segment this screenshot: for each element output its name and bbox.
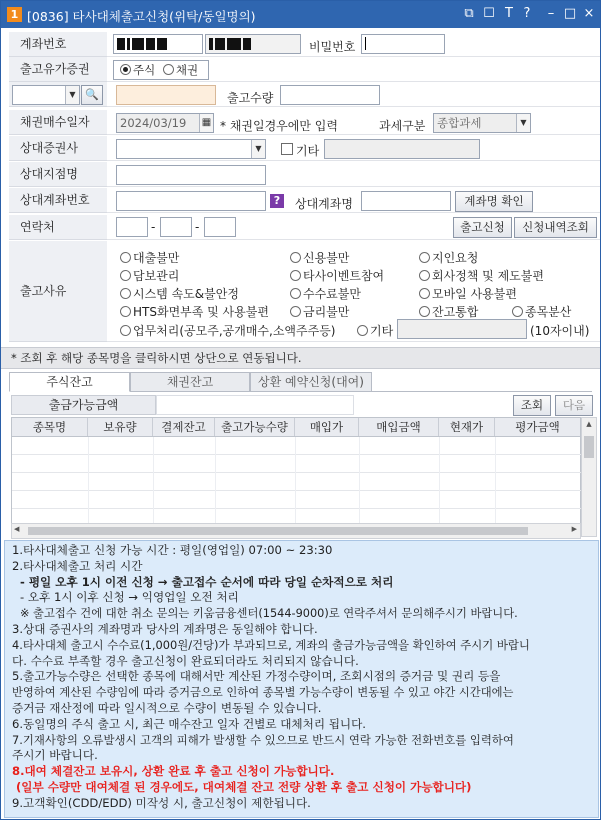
info-line: 3.상대 증권사의 계좌명과 당사의 계좌명은 동일해야 합니다. [12, 621, 318, 636]
reason-interest[interactable]: 금리불만 [290, 303, 349, 320]
security-type-radio-group [113, 60, 209, 80]
masked-account-part1 [117, 38, 169, 52]
account-name-display [205, 34, 301, 54]
reason-other-input[interactable] [397, 319, 527, 339]
info-line: 다. 수수료 부족할 경우 출고신청이 완료되더라도 처리되지 않습니다. [12, 653, 359, 668]
info-line: 7.기재사항의 오류발생시 고객의 피해가 발생할 수 있으므로 반드시 연락 가능한 전화번호를 입력하여 [12, 732, 514, 747]
col-transferable-qty[interactable]: 출고가능수량 [215, 418, 295, 436]
counter-branch-label: 상대지점명 [9, 162, 107, 187]
chevron-down-icon: ▼ [251, 140, 265, 158]
withdrawable-bar [9, 393, 592, 417]
other-checkbox[interactable] [281, 143, 293, 155]
reason-other-event[interactable]: 타사이벤트참여 [290, 267, 384, 284]
confirm-account-name-button[interactable]: 계좌명 확인 [455, 191, 533, 212]
window-title: [0836] 타사대체출고신청(위탁/동일명의) [27, 9, 256, 24]
help-icon[interactable]: ? [270, 194, 284, 208]
tax-type-dropdown[interactable]: 종합과세 ▼ [433, 113, 531, 133]
request-history-button[interactable]: 신청내역조회 [514, 217, 597, 238]
info-line: - 평일 오후 1시 이전 신청 → 출고접수 순서에 따라 당일 순차적으로 처리 [20, 574, 394, 589]
next-button[interactable]: 다음 [555, 395, 593, 416]
scroll-left-icon[interactable]: ◀ [14, 525, 20, 533]
help-window-icon[interactable]: ? [523, 6, 531, 21]
info-line: 5.출고가능수량은 선택한 종목에 대해서만 계산된 가정수량이며, 조회시점의 증거금 및 권리 등을 [12, 669, 501, 684]
reason-hts[interactable]: HTS화면부족 및 사용불편 [120, 303, 269, 320]
grid-horizontal-scrollbar[interactable] [11, 523, 581, 539]
chevron-down-icon: ▼ [516, 114, 530, 132]
pin-icon[interactable]: ☐ [483, 6, 495, 21]
reason-loan[interactable]: 대출불만 [120, 249, 179, 266]
col-settled[interactable]: 결제잔고 [153, 418, 215, 436]
account-label: 계좌번호 [9, 32, 107, 57]
masked-account-part2 [209, 38, 253, 52]
quantity-label: 출고수량 [227, 91, 274, 105]
search-button[interactable] [81, 85, 103, 105]
info-warning: (일부 수량만 대여체결 된 경우에도, 대여체결 잔고 전량 상환 후 출고 신청이 가능합니다) [16, 779, 472, 794]
info-line: 1.타사대체출고 신청 가능 시간 : 평일(영업일) 07:00 ~ 23:30 [12, 543, 333, 557]
search-icon: 🔍 [85, 88, 99, 101]
counter-account-input[interactable] [116, 191, 266, 211]
scroll-thumb[interactable] [584, 436, 594, 458]
info-warning: 8.대여 체결잔고 보유시, 상환 완료 후 출고 신청이 가능합니다. [12, 764, 335, 779]
text-size-icon[interactable]: T [505, 6, 513, 21]
stock-code-dropdown[interactable] [12, 85, 80, 105]
inquire-button[interactable]: 조회 [513, 395, 551, 416]
balance-grid[interactable] [11, 437, 581, 537]
quantity-input[interactable] [280, 85, 380, 105]
info-line: 2.타사대체출고 처리 시간 [12, 558, 143, 573]
counter-branch-input[interactable] [116, 165, 266, 185]
scroll-right-icon[interactable]: ▶ [571, 525, 577, 533]
info-line: 6.동일명의 주식 출고 시, 최근 매수잔고 일자 건별로 대체처리 됩니다. [12, 716, 366, 731]
info-line: 4.타사대체 출고시 수수료(1,000원/건당)가 부과되므로, 계좌의 출금가능금액을 확인하여 주시기 바랍니 [12, 637, 530, 652]
close-icon[interactable]: × [583, 6, 595, 21]
col-eval-amount[interactable]: 평가금액 [515, 420, 560, 434]
contact-part2-input[interactable] [160, 217, 192, 237]
info-line: 증거금 재산정에 따라 일시적으로 수량이 변동될 수 있습니다. [12, 700, 322, 715]
chevron-down-icon: ▼ [65, 86, 79, 104]
reason-label: 출고사유 [9, 241, 107, 342]
link-note: * 조회 후 해당 종목명을 클릭하시면 상단으로 연동됩니다. [1, 347, 600, 369]
info-line: ※ 출고접수 건에 대한 취소 문의는 키움금융센터(1544-9000)로 연락주셔서 문의해주시기 바랍니다. [20, 607, 518, 621]
info-line: 반영하여 계산된 수량임에 따라 증거금으로 인하여 종목별 가능수량이 변동될 수 있고 야간 시간대에는 [12, 686, 514, 700]
other-label: 기타 [296, 144, 320, 158]
col-holding[interactable]: 보유량 [88, 418, 153, 436]
reason-business[interactable]: 업무처리(공모주,공개매수,소액주주등) [120, 322, 335, 339]
info-panel [4, 540, 599, 818]
col-stock-name[interactable]: 종목명 [12, 418, 88, 436]
counter-account-name-label: 상대계좌명 [295, 197, 353, 211]
account-number-input[interactable] [113, 34, 203, 54]
counter-broker-dropdown[interactable] [116, 139, 266, 159]
col-current-price[interactable]: 현재가 [439, 418, 495, 436]
counter-account-name-input[interactable] [361, 191, 451, 211]
info-line: 주시기 바랍니다. [12, 748, 98, 763]
security-type-label: 출고유가증권 [9, 57, 107, 82]
calendar-icon[interactable]: ▦ [199, 114, 213, 132]
withdrawable-amount [156, 395, 354, 415]
reason-mobile[interactable]: 모바일 사용불편 [419, 285, 517, 302]
withdrawable-label: 출금가능금액 [11, 395, 156, 415]
bond-date-note: * 채권일경우에만 입력 [220, 119, 338, 133]
scroll-up-icon[interactable]: ▲ [586, 420, 592, 428]
contact-part3-input[interactable] [204, 217, 236, 237]
contact-dash-2: - [195, 220, 200, 234]
balance-tabs [9, 372, 592, 392]
counter-broker-label: 상대증권사 [9, 136, 107, 161]
link-window-icon[interactable]: ⧉ [464, 6, 474, 21]
stock-name-field[interactable] [116, 85, 216, 105]
col-buy-amount[interactable]: 매입금액 [359, 418, 439, 436]
tab-stock-balance[interactable]: 주식잔고 [9, 372, 130, 392]
reason-other[interactable]: 기타 [357, 322, 393, 339]
counter-account-label: 상대계좌번호 [9, 188, 107, 213]
radio-bond[interactable]: 채권 [163, 63, 198, 77]
reason-policy[interactable]: 회사정책 및 제도불편 [419, 267, 544, 284]
bond-date-input[interactable]: 2024/03/19 ▦ [116, 113, 214, 133]
password-label: 비밀번호 [309, 40, 356, 54]
info-line: 9.고객확인(CDD/EDD) 미작성 시, 출고신청이 제한됩니다. [12, 795, 311, 810]
tax-label: 과세구분 [379, 119, 426, 133]
col-buy-price[interactable]: 매입가 [295, 418, 359, 436]
info-line: - 오후 1시 이후 신청 → 익영업일 오전 처리 [20, 590, 239, 605]
password-input[interactable] [361, 34, 445, 54]
balance-grid-header [11, 417, 581, 437]
reason-fee[interactable]: 수수료불만 [290, 285, 361, 302]
tab-repay-reservation[interactable]: 상환 예약신청(대여) [250, 372, 372, 392]
other-broker-input[interactable] [324, 139, 480, 159]
tab-bond-balance[interactable]: 채권잔고 [130, 372, 250, 392]
contact-label: 연락처 [9, 215, 107, 240]
reason-collateral[interactable]: 담보관리 [120, 267, 179, 284]
h-scroll-thumb[interactable] [28, 527, 528, 535]
reason-system[interactable]: 시스템 속도&불안정 [120, 285, 239, 302]
window-number-badge: 1 [7, 7, 22, 22]
reason-other-hint: (10자이내) [530, 324, 590, 338]
title-bar [1, 1, 600, 28]
grid-vertical-scrollbar[interactable] [581, 417, 597, 537]
radio-stock[interactable]: 주식 [120, 63, 155, 77]
reason-credit[interactable]: 신용불만 [290, 249, 349, 266]
reason-consolidate[interactable]: 잔고통합 [419, 303, 478, 320]
reason-acquaintance[interactable]: 지인요청 [419, 249, 478, 266]
maximize-icon[interactable]: □ [563, 6, 577, 21]
minimize-icon[interactable]: – [547, 6, 555, 21]
contact-part1-input[interactable] [116, 217, 148, 237]
request-transfer-button[interactable]: 출고신청 [453, 217, 512, 238]
reason-diversify[interactable]: 종목분산 [512, 303, 571, 320]
bond-date-label: 채권매수일자 [9, 110, 107, 135]
contact-dash-1: - [151, 220, 156, 234]
